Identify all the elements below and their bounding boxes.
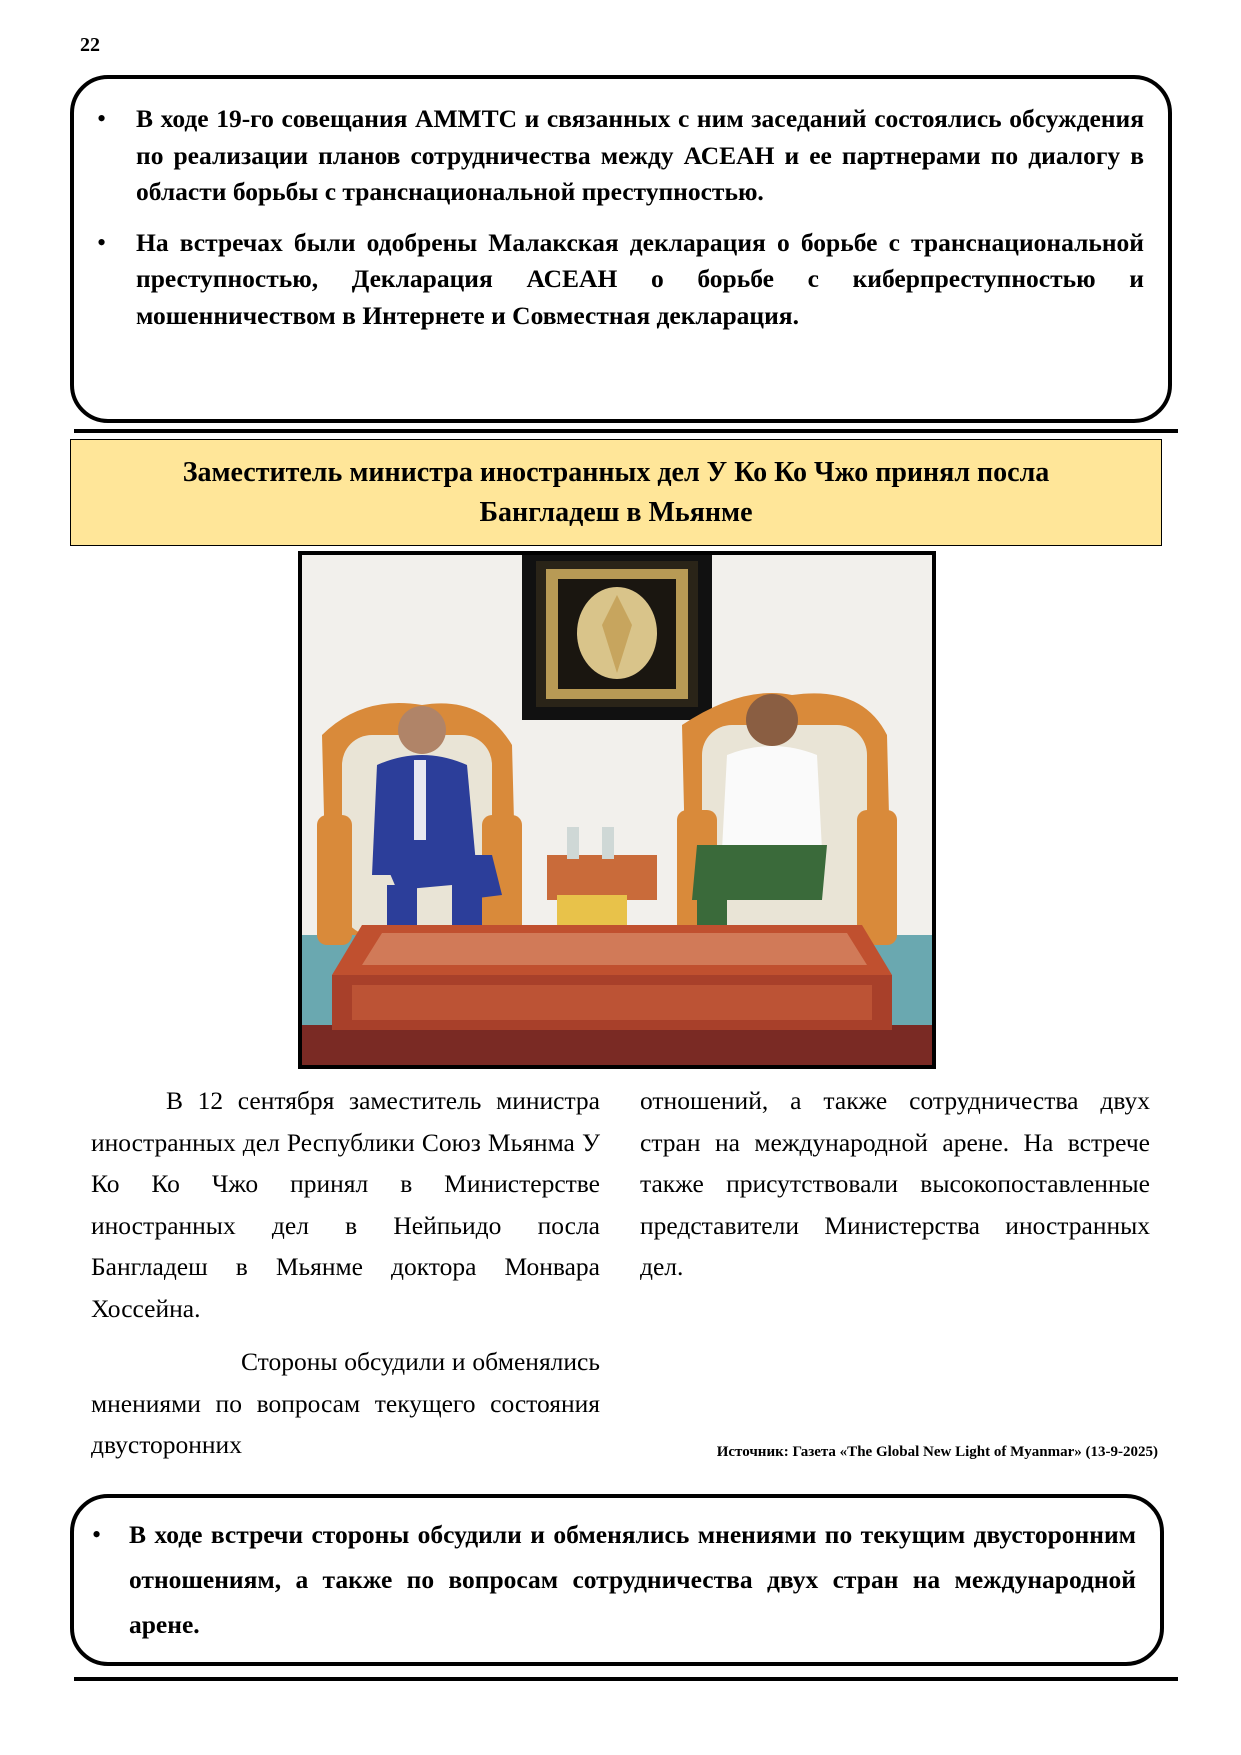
page-number: 22 <box>80 34 100 56</box>
summary-bullet: • В ходе 19-го совещания АММТС и связанных с ним заседаний состоялись обсуждения по реализации планов сотрудничества между АСЕАН и ее партнерами по диалогу в области борьбы с транснациональной преступностью. <box>136 101 1144 211</box>
summary-box-bottom <box>70 1494 1164 1666</box>
summary-list <box>129 1512 1136 1647</box>
divider-line <box>74 1677 1178 1681</box>
article-column-left <box>91 1080 600 1466</box>
summary-bullet: • В ходе встречи стороны обсудили и обменялись мнениями по текущим двусторонним отношениям, а также по вопросам сотрудничества двух стран на международной арене. <box>129 1512 1136 1647</box>
article-paragraph: В 12 сентября заместитель министра иностранных дел Республики Союз Мьянма У Ко Ко Чжо принял в Министерстве иностранных дел в Нейпьидо посла Бангладеш в Мьянме доктора Монвара Хоссейна. <box>91 1086 600 1323</box>
summary-list <box>136 101 1144 334</box>
article-paragraph: отношений, а также сотрудничества двух стран на международной арене. На встрече также присутствовали высокопоставленные представители Министерства иностранных дел. <box>640 1086 1150 1281</box>
meeting-photo <box>298 551 936 1069</box>
summary-bullet: • На встречах были одобрены Малакская декларация о борьбе с транснациональной преступностью, Декларация АСЕАН о борьбе с киберпреступностью и мошенничеством в Интернете и Совместная декларация. <box>136 225 1144 335</box>
article-source: Источник: Газета «The Global New Light of Myanmar» (13-9-2025) <box>716 1444 1158 1460</box>
article-headline: Заместитель министра иностранных дел У Ко Ко Чжо принял посла Бангладеш в Мьянме <box>70 439 1162 546</box>
article-paragraph: Стороны обсудили и обменялись мнениями по вопросам текущего состояния двусторонних <box>91 1347 600 1459</box>
article-column-right <box>640 1080 1150 1288</box>
divider-line <box>74 429 1178 433</box>
summary-box-top <box>70 75 1172 423</box>
